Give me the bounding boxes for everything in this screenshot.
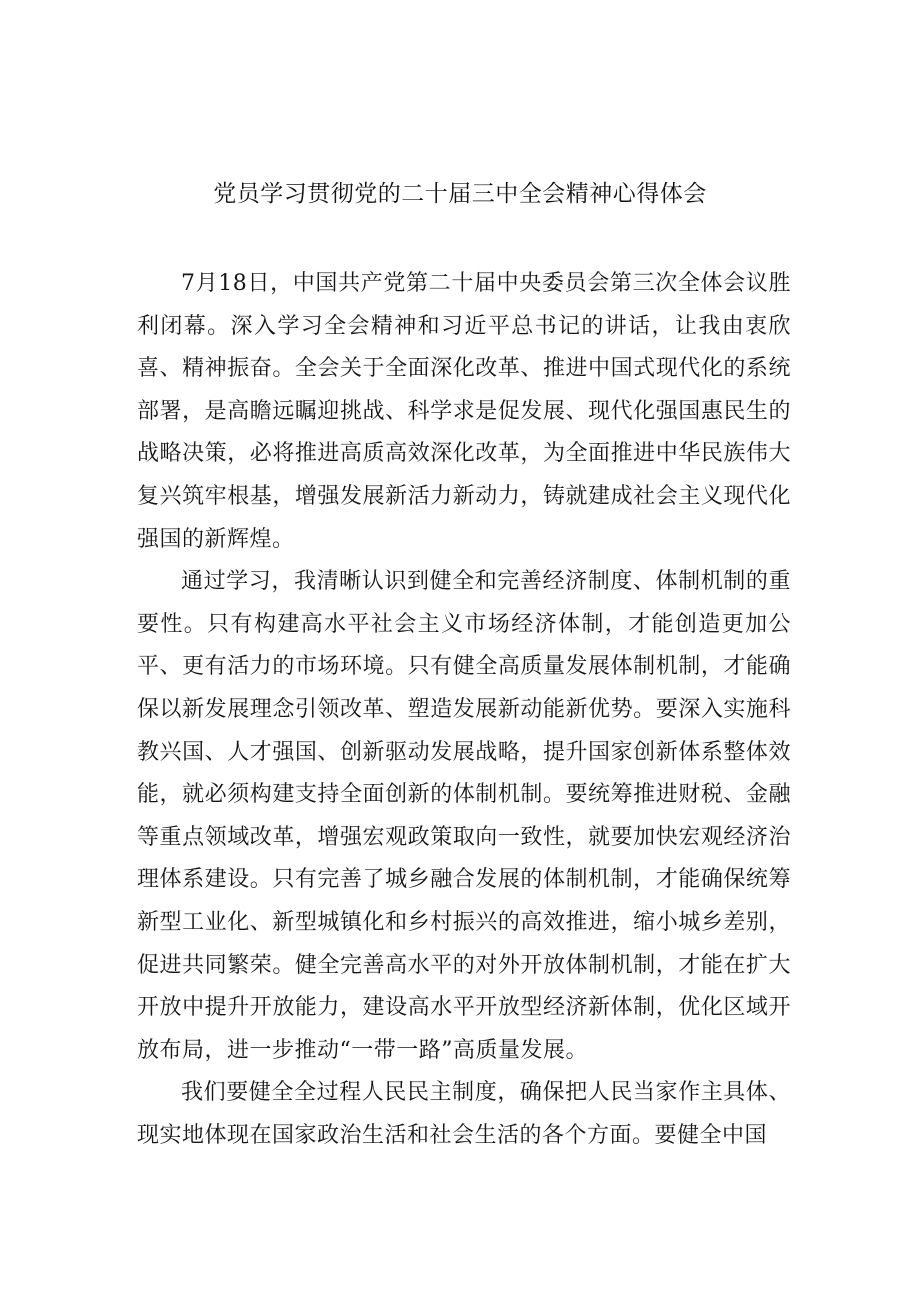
paragraph-3: 我们要健全全过程人民民主制度，确保把人民当家作主具体、现实地体现在国家政治生活和社会生活的各个方面。要健全中国 xyxy=(137,1080,791,1148)
document-body xyxy=(137,263,791,1157)
paragraph-2: 通过学习，我清晰认识到健全和完善经济制度、体制机制的重要性。只有构建高水平社会主义市场经济体制，才能创造更加公平、更有活力的市场环境。只有健全高质量发展体制机制，才能确保以新发展理念引领改革、塑造发展新动能新优势。要深入实施科教兴国、人才强国、创新驱动发展战略，提升国家创新体系整体效能，就必须构建支持全面创新的体制机制。要统筹推进财税、金融等重点领域改革，增强宏观政策取向一致性，就要加快宏观经济治理体系建设。只有完善了城乡融合发展的体制机制，才能确保统筹新型工业化、新型城镇化和乡村振兴的高效推进，缩小城乡差别，促进共同繁荣。健全完善高水平的对外开放体制机制，才能在扩大开放中提升开放能力，建设高水平开放型经济新体制，优化区域开放布局，进一步推动“一带一路”高质量发展。 xyxy=(137,569,791,1063)
paragraph-1: 7月18日，中国共产党第二十届中央委员会第三次全体会议胜利闭幕。深入学习全会精神和习近平总书记的讲话，让我由衷欣喜、精神振奋。全会关于全面深化改革、推进中国式现代化的系统部署，是高瞻远瞩迎挑战、科学求是促发展、现代化强国惠民生的战略决策，必将推进高质高效深化改革，为全面推进中华民族伟大复兴筑牢根基，增强发展新活力新动力，铸就建成社会主义现代化强国的新辉煌。 xyxy=(137,271,791,552)
document-title: 党员学习贯彻党的二十届三中全会精神心得体会 xyxy=(213,181,707,207)
